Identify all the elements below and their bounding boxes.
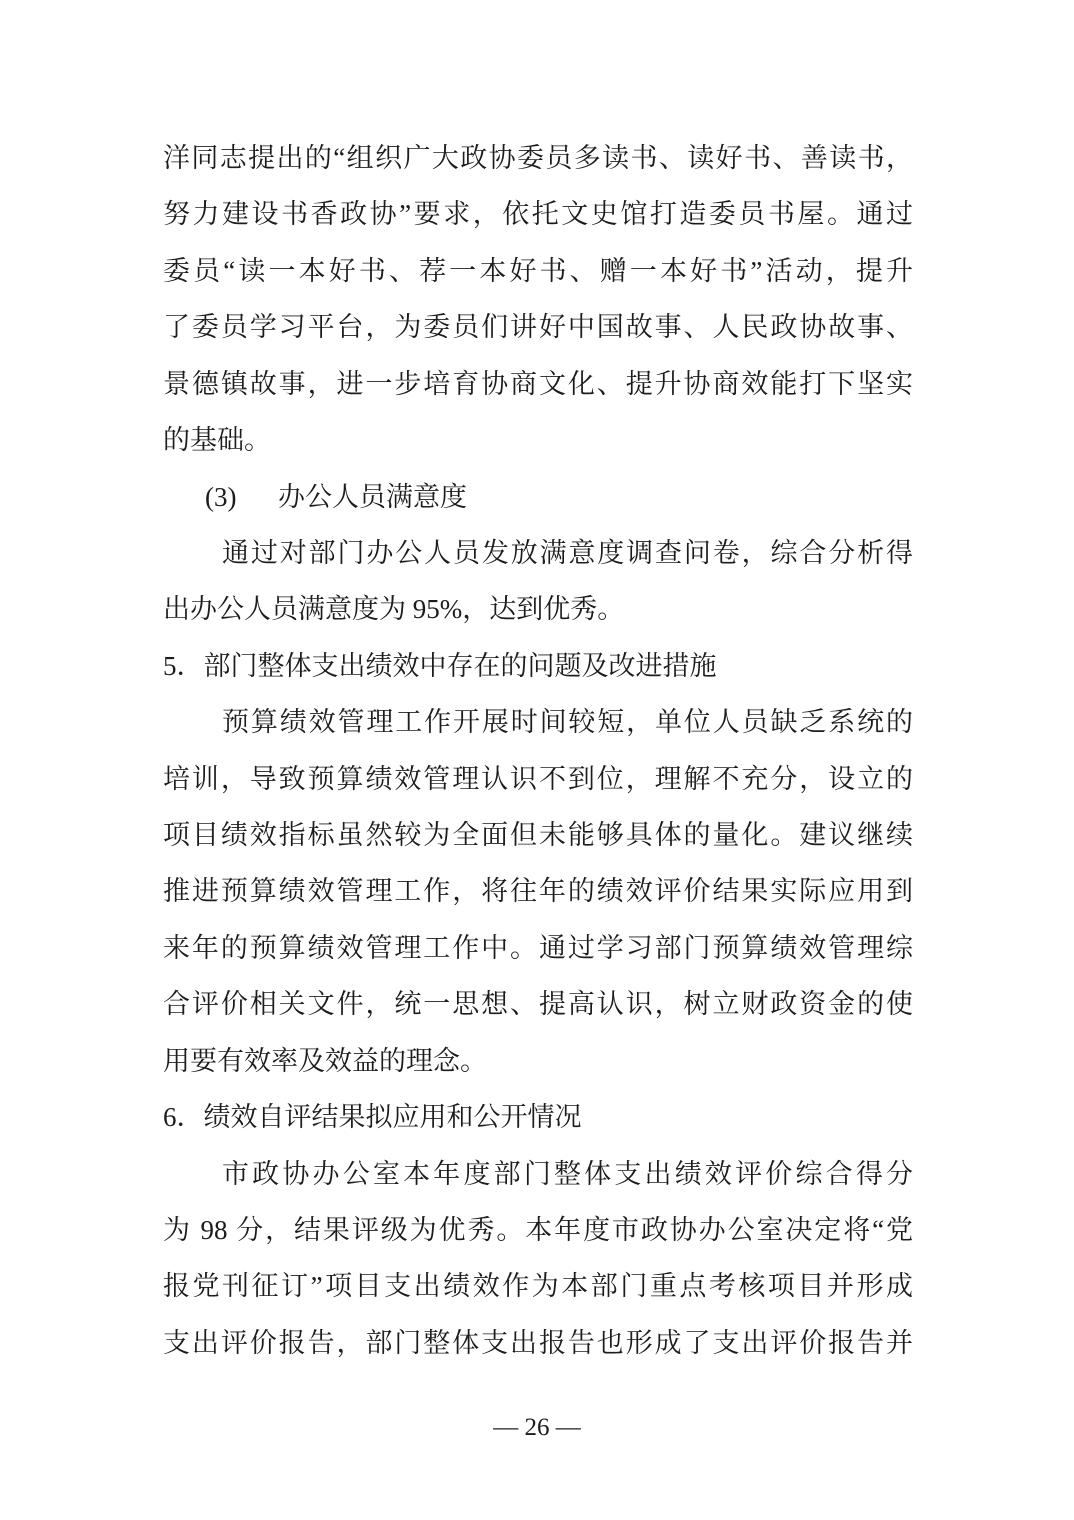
subheading-number: (3) <box>205 481 237 512</box>
text-line: 来年的预算绩效管理工作中。通过学习部门预算绩效管理综 <box>163 932 913 963</box>
results-paragraph <box>163 1146 913 1372</box>
subheading-title: 办公人员满意度 <box>278 481 467 512</box>
text-line: 洋同志提出的“组织广大政协委员多读书、读好书、善读书， <box>163 143 913 173</box>
text-line: 合评价相关文件，统一思想、提高认识，树立财政资金的使 <box>163 989 913 1020</box>
text-line: 支出评价报告，部门整体支出报告也形成了支出评价报告并 <box>163 1327 913 1358</box>
text-line: 努力建设书香政协”要求，依托文史馆打造委员书屋。通过 <box>163 199 913 230</box>
text-line: 项目绩效指标虽然较为全面但未能够具体的量化。建议继续 <box>163 820 913 851</box>
text-line: 了委员学习平台，为委员们讲好中国故事、人民政协故事、 <box>163 312 913 343</box>
subheading-satisfaction <box>163 469 913 525</box>
section-heading-5: 5．部门整体支出绩效中存在的问题及改进措施 <box>163 650 717 681</box>
document-body <box>163 130 913 1371</box>
text-line: 预算绩效管理工作开展时间较短，单位人员缺乏系统的 <box>222 707 913 738</box>
text-line: 报党刊征订”项目支出绩效作为本部门重点考核项目并形成 <box>163 1271 913 1302</box>
page-number: — 26 — <box>493 1414 581 1441</box>
text-line: 用要有效率及效益的理念。 <box>163 1045 487 1076</box>
issues-paragraph <box>163 694 913 1089</box>
text-line: 委员“读一本好书、荐一本好书、赠一本好书”活动，提升 <box>163 255 913 286</box>
text-line: 出办公人员满意度为 95%，达到优秀。 <box>163 594 625 625</box>
text-line: 的基础。 <box>163 425 271 456</box>
text-line: 通过对部门办公人员发放满意度调查问卷，综合分析得 <box>222 537 913 568</box>
satisfaction-paragraph <box>163 525 913 638</box>
text-line: 市政协办公室本年度部门整体支出绩效评价综合得分 <box>222 1158 913 1189</box>
text-line: 培训，导致预算绩效管理认识不到位，理解不充分，设立的 <box>163 763 913 794</box>
continued-paragraph <box>163 130 913 469</box>
text-line: 景德镇故事，进一步培育协商文化、提升协商效能打下坚实 <box>163 368 913 399</box>
text-line: 推进预算绩效管理工作，将往年的绩效评价结果实际应用到 <box>163 876 913 907</box>
section-heading-6: 6．绩效自评结果拟应用和公开情况 <box>163 1102 582 1133</box>
text-line: 为 98 分，结果评级为优秀。本年度市政协办公室决定将“党 <box>163 1215 913 1246</box>
